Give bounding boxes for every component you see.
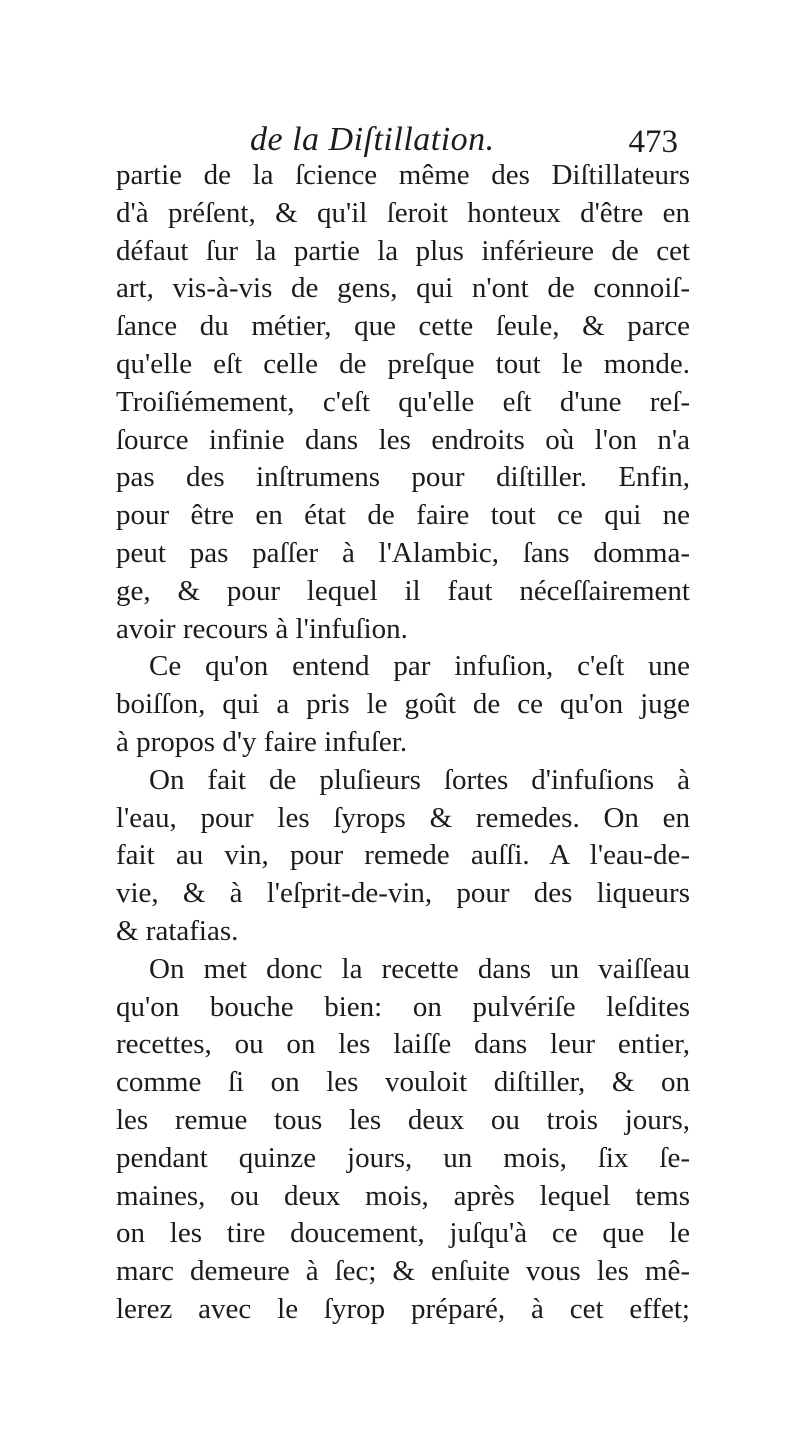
text-line: recettes, ou on les laiſſe dans leur entier, bbox=[116, 1028, 690, 1061]
paragraph-end-line: à propos d'y faire infuſer. bbox=[116, 725, 408, 758]
paragraph-end-line: avoir recours à l'infuſion. bbox=[116, 612, 408, 645]
text-line: Troiſiémement, c'eſt qu'elle eſt d'une reſ- bbox=[116, 385, 690, 418]
page-number: 473 bbox=[628, 124, 678, 160]
text-line: pour être en état de faire tout ce qui ne bbox=[116, 499, 690, 532]
text-line: comme ſi on les vouloit diſtiller, & on bbox=[116, 1066, 690, 1099]
text-line: marc demeure à ſec; & enſuite vous les mê- bbox=[116, 1255, 690, 1288]
paragraph-first-line: On fait de pluſieurs ſortes d'infuſions à bbox=[149, 763, 690, 796]
text-line: partie de la ſcience même des Diſtillateurs bbox=[116, 159, 690, 191]
text-line: pas des inſtrumens pour diſtiller. Enfin, bbox=[116, 461, 690, 494]
text-line: ſource infinie dans les endroits où l'on n'a bbox=[116, 423, 690, 456]
text-line: on les tire doucement, juſqu'à ce que le bbox=[116, 1217, 690, 1250]
running-head bbox=[250, 120, 690, 160]
text-line: défaut ſur la partie la plus inférieure de cet bbox=[116, 234, 690, 267]
running-title: de la Diſtillation. bbox=[250, 121, 495, 158]
text-line: l'eau, pour les ſyrops & remedes. On en bbox=[116, 801, 690, 834]
text-line: pendant quinze jours, un mois, ſix ſe- bbox=[116, 1141, 690, 1174]
text-line: les remue tous les deux ou trois jours, bbox=[116, 1103, 690, 1136]
text-line: fait au vin, pour remede auſſi. A l'eau-de- bbox=[116, 839, 690, 872]
text-line: ge, & pour lequel il faut néceſſairement bbox=[116, 574, 690, 607]
text-line: maines, ou deux mois, après lequel tems bbox=[116, 1179, 690, 1212]
text-line: lerez avec le ſyrop préparé, à cet effet; bbox=[116, 1292, 690, 1325]
body-text bbox=[116, 157, 690, 1329]
paragraph-first-line: On met donc la recette dans un vaiſſeau bbox=[149, 952, 690, 985]
text-line: ſance du métier, que cette ſeule, & parce bbox=[116, 310, 690, 343]
text-line: qu'on bouche bien: on pulvériſe leſdites bbox=[116, 990, 690, 1023]
text-line: boiſſon, qui a pris le goût de ce qu'on juge bbox=[116, 688, 690, 721]
text-line: vie, & à l'eſprit-de-vin, pour des liqueurs bbox=[116, 877, 690, 910]
paragraph-first-line: Ce qu'on entend par infuſion, c'eſt une bbox=[149, 650, 690, 683]
text-line: d'à préſent, & qu'il ſeroit honteux d'être en bbox=[116, 196, 690, 229]
text-line: peut pas paſſer à l'Alambic, ſans domma- bbox=[116, 536, 690, 569]
text-line: qu'elle eſt celle de preſque tout le monde. bbox=[116, 347, 690, 380]
text-line: art, vis-à-vis de gens, qui n'ont de connoiſ- bbox=[116, 272, 690, 305]
paragraph-end-line: & ratafias. bbox=[116, 914, 239, 947]
